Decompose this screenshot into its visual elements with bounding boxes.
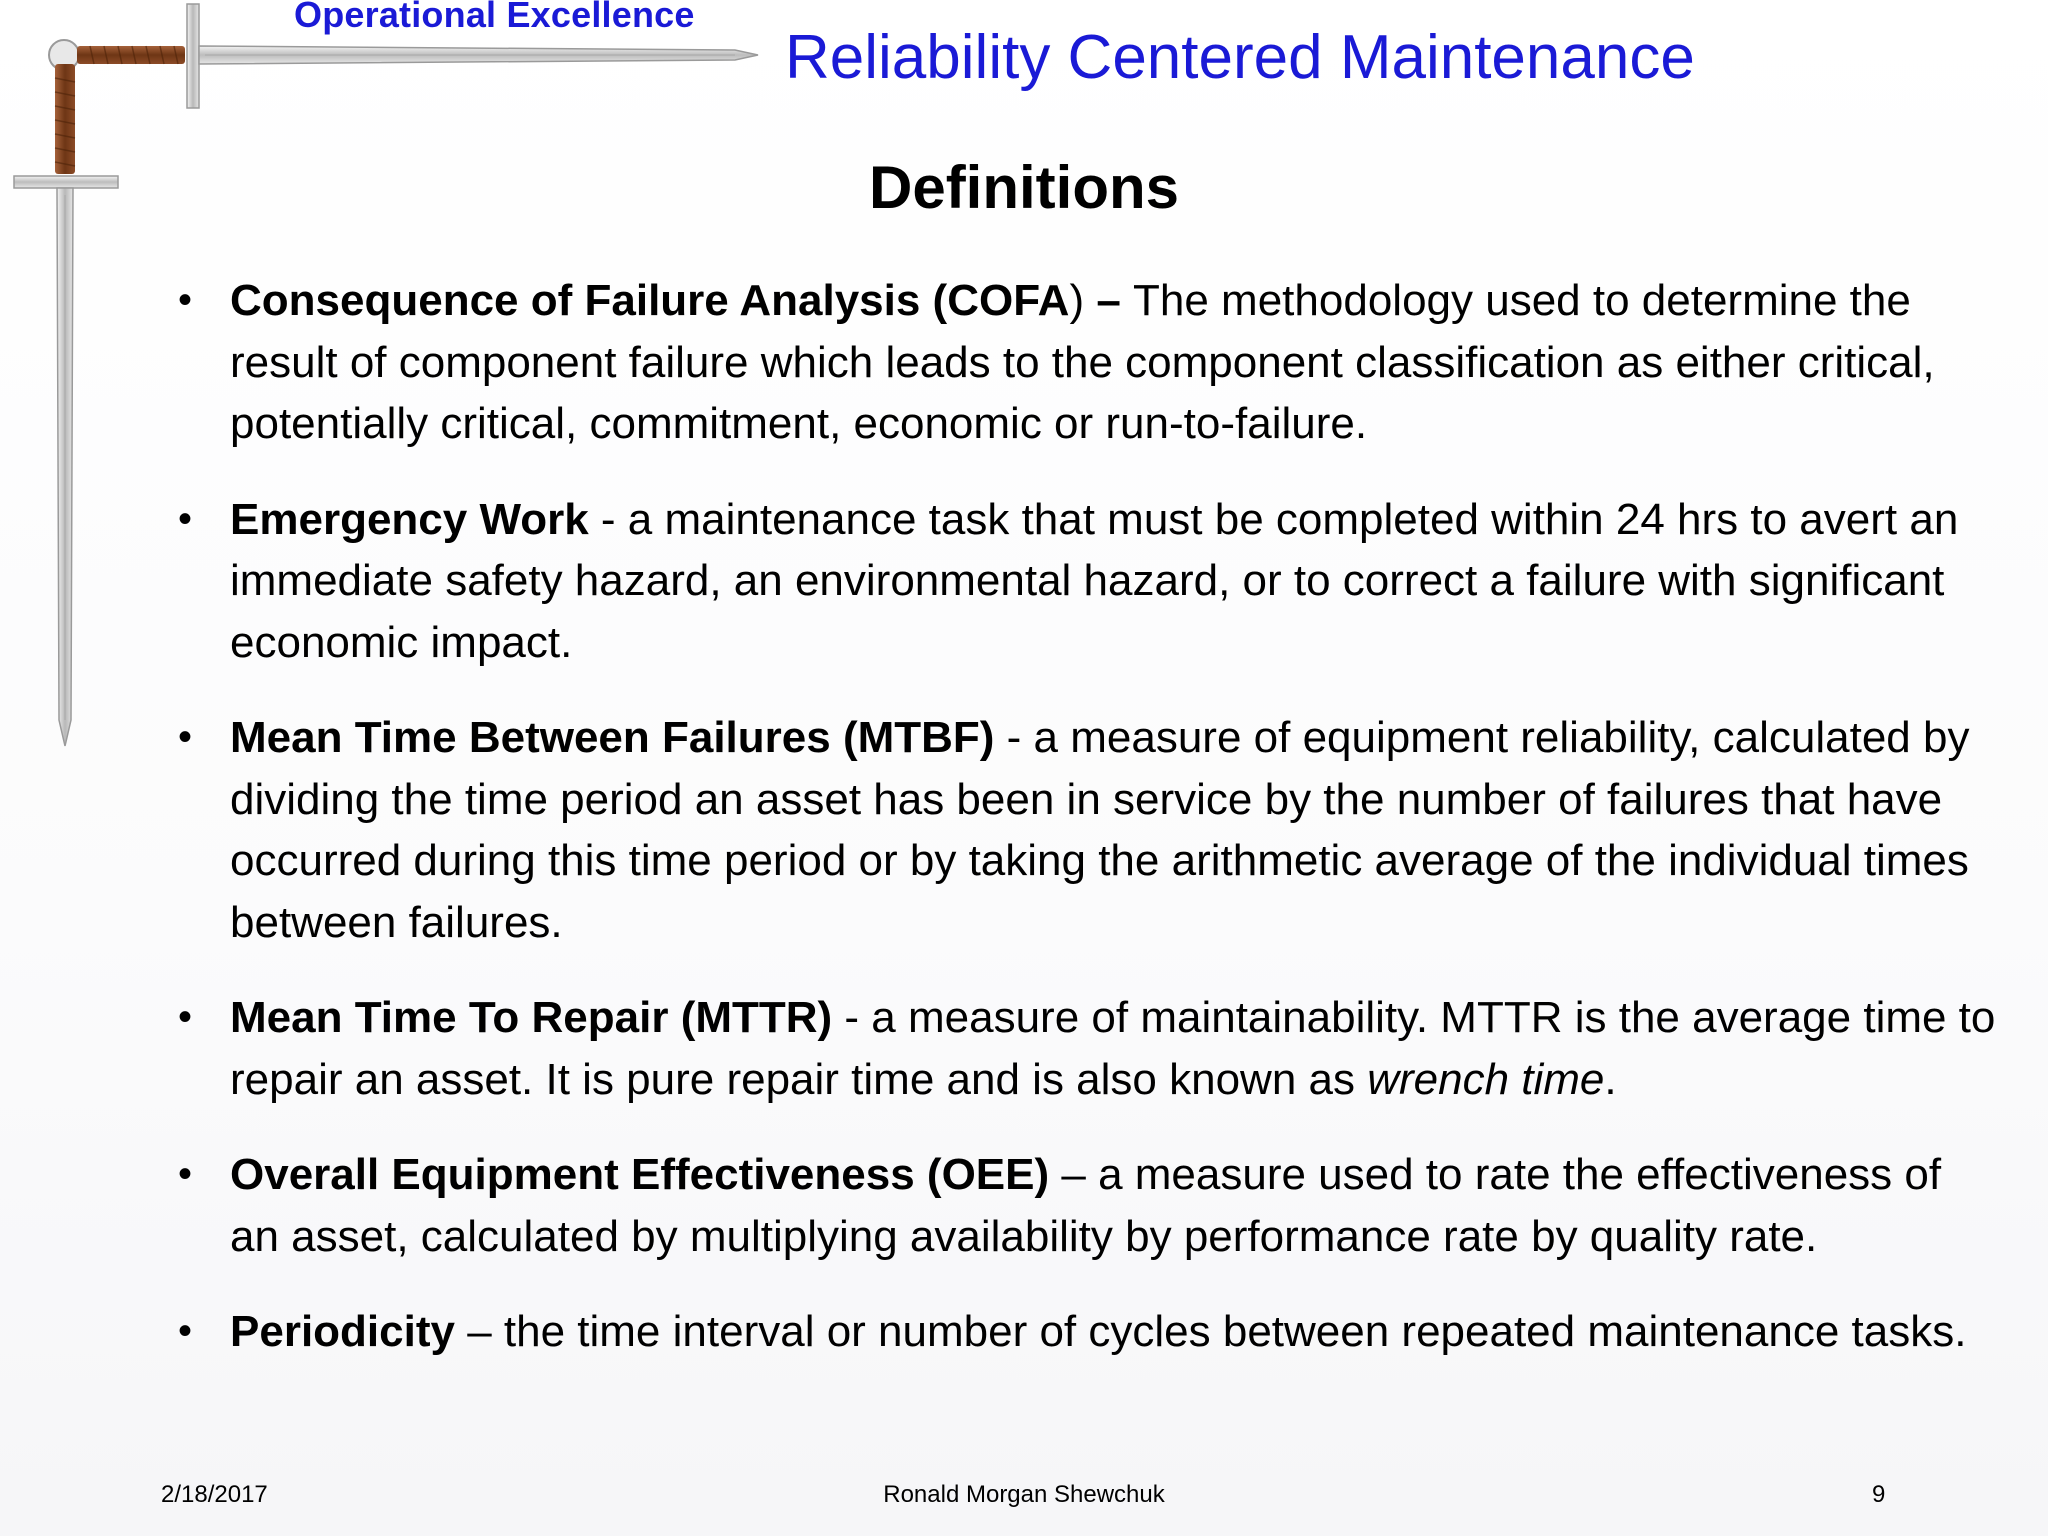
definition-mttr: • Mean Time To Repair (MTTR) - a measure of maintainability. MTTR is the average time to repair an asset. It is pure repair time and is also known as wrench time. bbox=[170, 987, 2000, 1110]
definition-text: the time interval or number of cycles between repeated maintenance tasks. bbox=[503, 1307, 1967, 1356]
definition-emphasis: wrench time bbox=[1367, 1054, 1605, 1104]
presentation-title: Reliability Centered Maintenance bbox=[785, 23, 1695, 92]
definition-term: Mean Time To Repair (MTTR) bbox=[230, 993, 833, 1042]
definition-text: a maintenance task that must be completed within 24 hrs to avert an immediate safety hazard, an environmental hazard, or to correct a failure with significant economic impact. bbox=[230, 494, 1959, 667]
definition-cofa: • Consequence of Failure Analysis (COFA) – The methodology used to determine the result of component failure which leads to the component classification as either critical, potentially critical, commitment, economic or run-to-failure. bbox=[170, 270, 2000, 455]
definition-text: The methodology used to determine the result of component failure which leads to the component classification as either critical, potentially critical, commitment, economic or run-to-failure. bbox=[230, 276, 1935, 448]
brand-name: Operational Excellence bbox=[294, 0, 695, 35]
slide-heading: Definitions bbox=[869, 154, 1179, 221]
definition-text: a measure used to rate the effectiveness of an asset, calculated by multiplying availability by performance rate by quality rate. bbox=[230, 1150, 1942, 1261]
definition-term: Periodicity bbox=[230, 1307, 455, 1356]
definition-oee: • Overall Equipment Effectiveness (OEE) – a measure used to rate the effectiveness of an asset, calculated by multiplying availability by performance rate by quality rate. bbox=[170, 1144, 2000, 1267]
definition-term: Consequence of Failure Analysis (COFA bbox=[230, 276, 1070, 325]
definition-text: a measure of equipment reliability, calculated by dividing the time period an asset has been in service by the number of failures that have occurred during this time period or by taking the arithmetic average of the individual times between failures. bbox=[230, 713, 1970, 947]
definition-term: Emergency Work bbox=[230, 494, 589, 544]
page-number: 9 bbox=[1872, 1481, 1886, 1508]
definition-mtbf: • Mean Time Between Failures (MTBF) - a measure of equipment reliability, calculated by dividing the time period an asset has been in service by the number of failures that have occurred during this time period or by taking the arithmetic average of the individual times between failures. bbox=[170, 707, 2000, 953]
definition-term: Mean Time Between Failures (MTBF) bbox=[230, 713, 995, 762]
definition-emergency-work: • Emergency Work - a maintenance task that must be completed within 24 hrs to avert an immediate safety hazard, an environmental hazard, or to correct a failure with significant economic impact. bbox=[170, 489, 2000, 674]
footer-author: Ronald Morgan Shewchuk bbox=[883, 1481, 1165, 1508]
definition-term: Overall Equipment Effectiveness (OEE) bbox=[230, 1150, 1050, 1199]
definitions-list bbox=[170, 270, 2000, 1397]
definition-periodicity: • Periodicity – the time interval or number of cycles between repeated maintenance tasks. bbox=[170, 1301, 2000, 1363]
footer-date: 2/18/2017 bbox=[161, 1481, 268, 1508]
definition-text: a measure of maintainability. MTTR is the average time to repair an asset. It is pure repair time and is also known as bbox=[230, 993, 1996, 1104]
